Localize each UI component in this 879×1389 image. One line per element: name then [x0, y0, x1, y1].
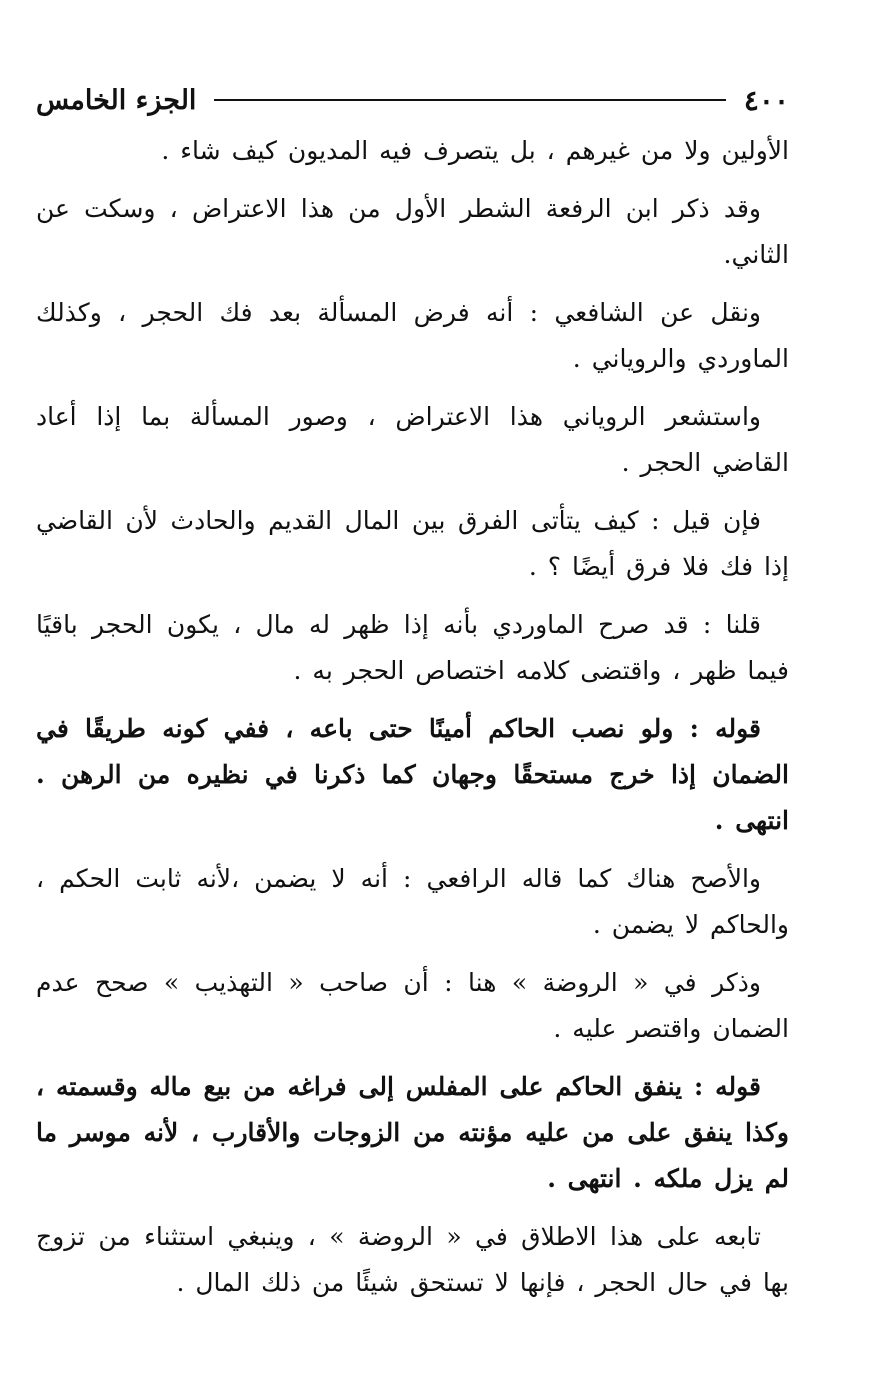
paragraph: تابعه على هذا الاطلاق في « الروضة » ، وينبغي استثناء من تزوج بها في حال الحجر ، فإنها لا تستحق شيئًا من ذلك المال . — [36, 1222, 789, 1297]
paragraph: الأولين ولا من غيرهم ، بل يتصرف فيه المديون كيف شاء . — [161, 136, 789, 165]
paragraph: ونقل عن الشافعي : أنه فرض المسألة بعد فك الحجر ، وكذلك الماوردي والروياني . — [36, 298, 789, 373]
paragraph: واستشعر الروياني هذا الاعتراض ، وصور المسألة بما إذا أعاد القاضي الحجر . — [36, 402, 789, 477]
quoted-paragraph: قوله : ولو نصب الحاكم أمينًا حتى باعه ، ففي كونه طريقًا في الضمان إذا خرج مستحقًا وجهان كما ذكرنا في نظيره من الرهن . انتهى . — [36, 714, 789, 835]
body-text — [36, 128, 789, 1306]
page-header — [36, 80, 789, 120]
paragraph: قلنا : قد صرح الماوردي بأنه إذا ظهر له مال ، يكون الحجر باقيًا فيما ظهر ، واقتضى كلامه اختصاص الحجر به . — [36, 610, 789, 685]
quoted-paragraph: قوله : ينفق الحاكم على المفلس إلى فراغه من بيع ماله وقسمته ، وكذا ينفق على من عليه مؤنته من الزوجات والأقارب ، لأنه موسر ما لم يزل ملكه . انتهى . — [36, 1072, 789, 1193]
paragraph: فإن قيل : كيف يتأتى الفرق بين المال القديم والحادث لأن القاضي إذا فك فلا فرق أيضًا ؟ . — [36, 506, 789, 581]
running-title: الجزء الخامس — [36, 84, 197, 116]
page-number: ٤٠٠ — [743, 83, 789, 117]
header-rule — [214, 99, 725, 101]
paragraph: والأصح هناك كما قاله الرافعي : أنه لا يضمن ،لأنه ثابت الحكم ، والحاكم لا يضمن . — [36, 864, 789, 939]
paragraph: وذكر في « الروضة » هنا : أن صاحب « التهذيب » صحح عدم الضمان واقتصر عليه . — [36, 968, 789, 1043]
paragraph: وقد ذكر ابن الرفعة الشطر الأول من هذا الاعتراض ، وسكت عن الثاني. — [36, 194, 789, 269]
